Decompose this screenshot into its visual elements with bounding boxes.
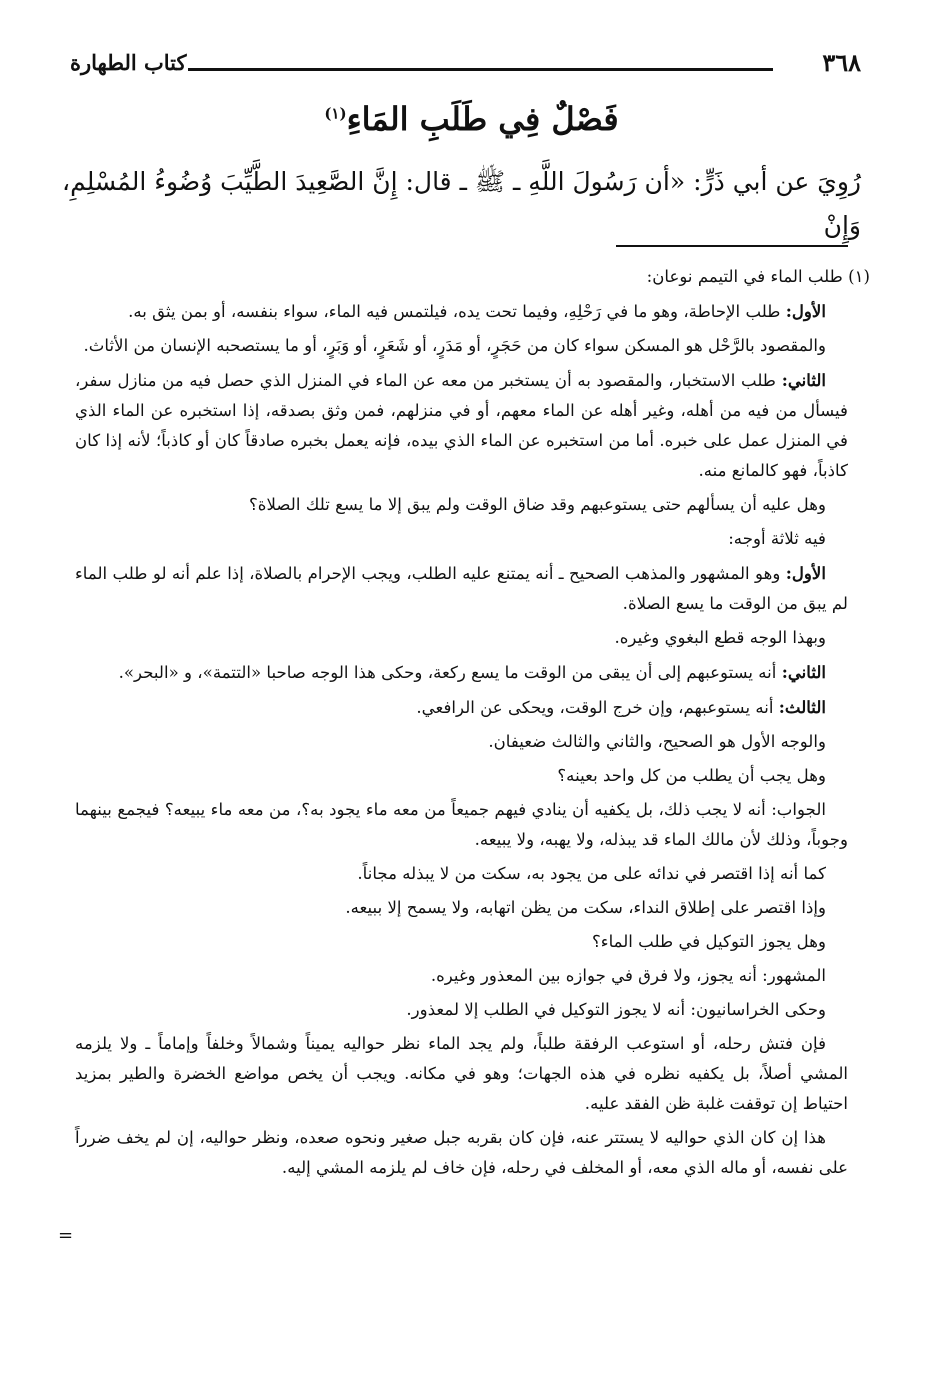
footnote-paragraph <box>75 927 848 957</box>
page-number: ٣٦٨ <box>822 48 861 77</box>
footnote-paragraph <box>75 365 848 486</box>
footnote-paragraph <box>75 657 848 688</box>
footnote-text: وهل يجب أن يطلب من كل واحد بعينه؟ <box>557 766 826 785</box>
footnote-paragraph <box>75 296 848 327</box>
continuation-mark: = <box>58 1225 74 1246</box>
footnote-text: الجواب: أنه لا يجب ذلك، بل يكفيه أن ينادي فيهم جميعاً من معه ماء يجود به؟، من معه ماء يبيعه؟ فيجمع بينهما وجوباً، وذلك لأن مالك الماء قد يبذله، ولا يهبه، ولا يبيعه. <box>75 800 848 849</box>
footnote-lead: الثاني: <box>781 662 826 682</box>
footnote-separator <box>616 245 848 247</box>
footnote-paragraph <box>75 727 848 757</box>
footnote-text: وحكى الخراسانيون: أنه لا يجوز التوكيل في الطلب إلا لمعذور. <box>406 1000 826 1019</box>
footnote-lead: الثالث: <box>778 697 826 717</box>
running-header <box>70 48 861 82</box>
footnote-paragraph <box>75 859 848 889</box>
footnote-paragraph <box>75 795 848 855</box>
footnote-paragraph <box>75 995 848 1025</box>
footnote-text: المشهور: أنه يجوز، ولا فرق في جوازه بين المعذور وغيره. <box>430 966 826 985</box>
footnote-text: (١) طلب الماء في التيمم نوعان: <box>646 267 870 286</box>
footnote-reference: (١) <box>324 104 347 123</box>
footnote-text: وهو المشهور والمذهب الصحيح ـ أنه يمتنع عليه الطلب، ويجب الإحرام بالصلاة، إذا علم أنه لو طلب الماء لم يبق من الوقت ما يسع الصلاة. <box>75 564 848 613</box>
footnote-text: فيه ثلاثة أوجه: <box>728 529 826 548</box>
footnote-paragraph <box>75 692 848 723</box>
header-rule <box>188 68 773 71</box>
footnote-text: طلب الإحاطة، وهو ما في رَحْلِهِ، وفيما تحت يده، فيلتمس فيه الماء، سواء بنفسه، أو بمن يثق به. <box>128 302 786 321</box>
footnote-paragraph <box>75 524 848 554</box>
footnote-text: والوجه الأول هو الصحيح، والثاني والثالث ضعيفان. <box>488 732 826 751</box>
section-title <box>0 100 943 138</box>
footnote-lead: الأول: <box>785 301 826 321</box>
footnote-paragraph <box>75 262 870 292</box>
footnote-paragraph <box>75 331 848 361</box>
footnote-text: والمقصود بالرَّحْل هو المسكن سواء كان من حَجَرٍ، أو مَدَرٍ، أو شَعَرٍ، أو وَبَرٍ، أو ما يستصحبه الإنسان من الأثاث. <box>83 336 826 355</box>
footnote-paragraph <box>75 961 848 991</box>
main-text: رُوِيَ عن أبي ذَرٍّ: «أن رَسُولَ اللَّهِ ـ ﷺ ـ قال: إِنَّ الصَّعِيدَ الطَّيِّبَ وُضُوءُ المُسْلِمِ، وَإِنْ <box>62 167 861 240</box>
footnote-text: وهل عليه أن يسألهم حتى يستوعبهم وقد ضاق الوقت ولم يبق إلا ما يسع تلك الصلاة؟ <box>248 495 826 514</box>
footnote-paragraph <box>75 623 848 653</box>
footnotes <box>75 262 870 1187</box>
footnote-text: كما أنه إذا اقتصر في ندائه على من يجود به، سكت من لا يبذله مجاناً. <box>357 864 826 883</box>
footnote-paragraph <box>75 1123 848 1183</box>
footnote-paragraph <box>75 490 848 520</box>
footnote-lead: الأول: <box>785 563 826 583</box>
footnote-text: أنه يستوعبهم، وإن خرج الوقت، ويحكى عن الرافعي. <box>416 698 779 717</box>
footnote-text: وبهذا الوجه قطع البغوي وغيره. <box>614 628 826 647</box>
footnote-paragraph <box>75 558 848 619</box>
footnote-lead: الثاني: <box>781 370 826 390</box>
footnote-text: هذا إن كان الذي حواليه لا يستتر عنه، فإن كان بقربه جبل صغير ونحوه صعده، ونظر حواليه، إن لم يخف ضرراً على نفسه، أو ماله الذي معه، أو المخلف في رحله، فإن خاف لم يلزمه المشي إليه. <box>75 1128 848 1177</box>
footnote-paragraph <box>75 761 848 791</box>
book-title: كتاب الطهارة <box>70 50 187 75</box>
footnote-text: فإن فتش رحله، أو استوعب الرفقة طلباً، ولم يجد الماء نظر حواليه يميناً وشمالاً وخلفاً وإماماً ـ ولا يلزمه المشي أصلاً، بل يكفيه نظره في هذه الجهات؛ وهو في مكانه. ويجب أن يخص مواضع الخضرة والطير بمزيد احتياط إن توقفت غلبة ظن الفقد عليه. <box>75 1034 848 1113</box>
footnote-text: طلب الاستخبار، والمقصود به أن يستخبر من معه عن الماء في المنزل الذي حصل فيه من منازل سفر، فيسأل من فيه من أهله، وغير أهله عن الماء معهم، أو في منزلهم، فمن وثق بصدقه، إذا استخبره عن الماء الذي في المنزل عمل على خبره. أما من استخبره عن الماء الذي بيده، فإنه يعمل بخبره صادقاً كان أو كاذباً؛ لأنه إذا كان كاذباً، فهو كالمانع منه. <box>75 371 848 480</box>
footnote-paragraph <box>75 893 848 923</box>
footnote-text: وإذا اقتصر على إطلاق النداء، سكت من يظن اتهابه، ولا يسمح إلا ببيعه. <box>345 898 826 917</box>
footnote-paragraph <box>75 1029 848 1119</box>
footnote-text: وهل يجوز التوكيل في طلب الماء؟ <box>591 932 826 951</box>
section-title-text: فَصْلٌ فِي طَلَبِ المَاءِ <box>346 100 619 138</box>
footnote-text: أنه يستوعبهم إلى أن يبقى من الوقت ما يسع ركعة، وحكى هذا الوجه صاحبا «التتمة»، و «البحر». <box>118 663 782 682</box>
